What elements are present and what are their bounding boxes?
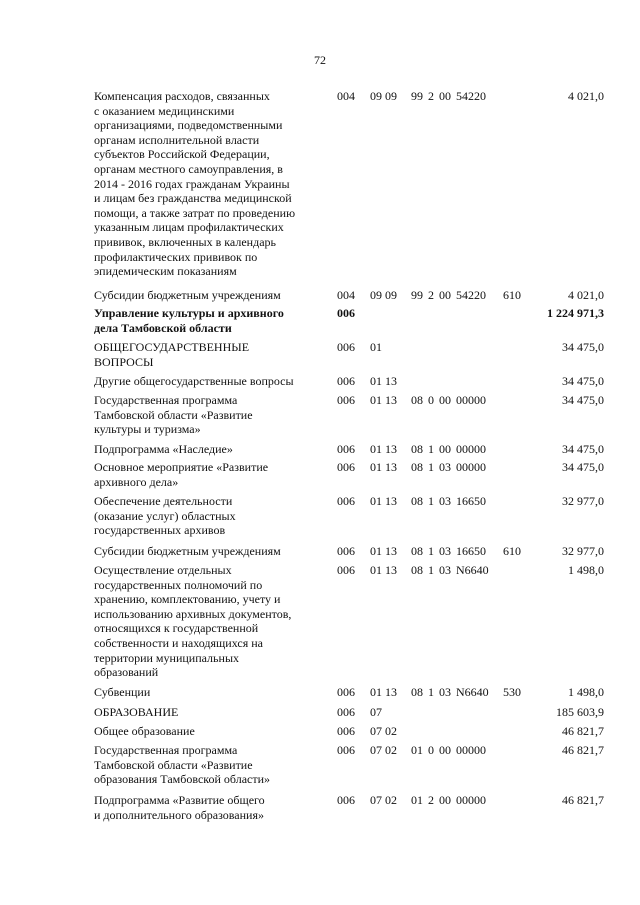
row-sum: 32 977,0	[562, 494, 604, 508]
row-csr: 08 1 03 16650	[411, 494, 486, 508]
row-ved: 006	[337, 340, 355, 354]
row-csr: 08 1 03 N6640	[411, 685, 489, 699]
row-ved: 006	[337, 306, 355, 320]
row-sum: 1 498,0	[568, 563, 604, 577]
row-sum: 4 021,0	[568, 288, 604, 302]
row-name: Субсидии бюджетным учреждениям	[94, 288, 281, 302]
row-name: ОБЩЕГОСУДАРСТВЕННЫЕ ВОПРОСЫ	[94, 340, 250, 369]
row-sum: 46 821,7	[562, 724, 604, 738]
row-rz: 01 13	[370, 460, 397, 474]
row-rz: 01 13	[370, 685, 397, 699]
row-ved: 006	[337, 563, 355, 577]
row-ved: 006	[337, 743, 355, 757]
row-rz: 01 13	[370, 544, 397, 558]
row-rz: 07	[370, 705, 382, 719]
row-rz: 09 09	[370, 89, 397, 103]
row-vr: 530	[503, 685, 521, 699]
row-sum: 34 475,0	[562, 393, 604, 407]
row-sum: 34 475,0	[562, 374, 604, 388]
page-number: 72	[314, 53, 326, 67]
row-ved: 006	[337, 494, 355, 508]
row-ved: 006	[337, 705, 355, 719]
row-rz: 07 02	[370, 724, 397, 738]
row-rz: 01 13	[370, 494, 397, 508]
row-sum: 32 977,0	[562, 544, 604, 558]
row-ved: 004	[337, 288, 355, 302]
row-csr: 08 1 03 16650	[411, 544, 486, 558]
row-name: Подпрограмма «Развитие общего и дополнительного образования»	[94, 793, 265, 822]
row-sum: 34 475,0	[562, 340, 604, 354]
row-sum: 34 475,0	[562, 442, 604, 456]
row-vr: 610	[503, 288, 521, 302]
row-ved: 006	[337, 374, 355, 388]
row-rz: 07 02	[370, 743, 397, 757]
row-name: Управление культуры и архивного дела Тамбовской области	[94, 306, 284, 335]
row-name: Государственная программа Тамбовской области «Развитие культуры и туризма»	[94, 393, 253, 437]
row-name: Подпрограмма «Наследие»	[94, 442, 233, 456]
row-ved: 006	[337, 724, 355, 738]
row-sum: 185 603,9	[556, 705, 604, 719]
row-ved: 006	[337, 442, 355, 456]
row-ved: 006	[337, 393, 355, 407]
row-name: Компенсация расходов, связанных с оказанием медицинскими организациями, подведомственными органам исполнительной власти субъектов Российской Федерации, органам местного самоуправления, в 2014 - 2016 годах гражданам Украины и лицам без гражданства медицинской помощи, а также затрат по проведению указанным лицам профилактических прививок, включенных в календарь профилактических прививок по эпидемическим показаниям	[94, 89, 296, 279]
row-rz: 01 13	[370, 393, 397, 407]
row-csr: 08 1 03 N6640	[411, 563, 489, 577]
row-name: ОБРАЗОВАНИЕ	[94, 705, 179, 719]
row-name: Субвенции	[94, 685, 151, 699]
row-csr: 01 0 00 00000	[411, 743, 486, 757]
row-csr: 08 1 00 00000	[411, 442, 486, 456]
row-rz: 01	[370, 340, 382, 354]
row-csr: 99 2 00 54220	[411, 89, 486, 103]
row-name: Субсидии бюджетным учреждениям	[94, 544, 281, 558]
row-name: Государственная программа Тамбовской области «Развитие образования Тамбовской области»	[94, 743, 271, 787]
row-csr: 08 0 00 00000	[411, 393, 486, 407]
row-name: Основное мероприятие «Развитие архивного дела»	[94, 460, 269, 489]
row-ved: 004	[337, 89, 355, 103]
row-ved: 006	[337, 793, 355, 807]
row-rz: 01 13	[370, 442, 397, 456]
row-vr: 610	[503, 544, 521, 558]
row-sum: 4 021,0	[568, 89, 604, 103]
row-sum: 1 498,0	[568, 685, 604, 699]
row-ved: 006	[337, 544, 355, 558]
row-name: Осуществление отдельных государственных полномочий по хранению, комплектованию, учету и использованию архивных документов, относящихся к государственной собственности и находящихся на территории муниципальных образований	[94, 563, 292, 680]
row-rz: 01 13	[370, 563, 397, 577]
row-csr: 01 2 00 00000	[411, 793, 486, 807]
row-name: Другие общегосударственные вопросы	[94, 374, 294, 388]
row-sum: 34 475,0	[562, 460, 604, 474]
row-csr: 99 2 00 54220	[411, 288, 486, 302]
row-rz: 07 02	[370, 793, 397, 807]
row-ved: 006	[337, 685, 355, 699]
row-name: Обеспечение деятельности (оказание услуг) областных государственных архивов	[94, 494, 236, 538]
row-ved: 006	[337, 460, 355, 474]
row-sum: 46 821,7	[562, 743, 604, 757]
row-sum: 1 224 971,3	[547, 306, 604, 320]
row-rz: 01 13	[370, 374, 397, 388]
row-name: Общее образование	[94, 724, 195, 738]
row-sum: 46 821,7	[562, 793, 604, 807]
row-rz: 09 09	[370, 288, 397, 302]
row-csr: 08 1 03 00000	[411, 460, 486, 474]
